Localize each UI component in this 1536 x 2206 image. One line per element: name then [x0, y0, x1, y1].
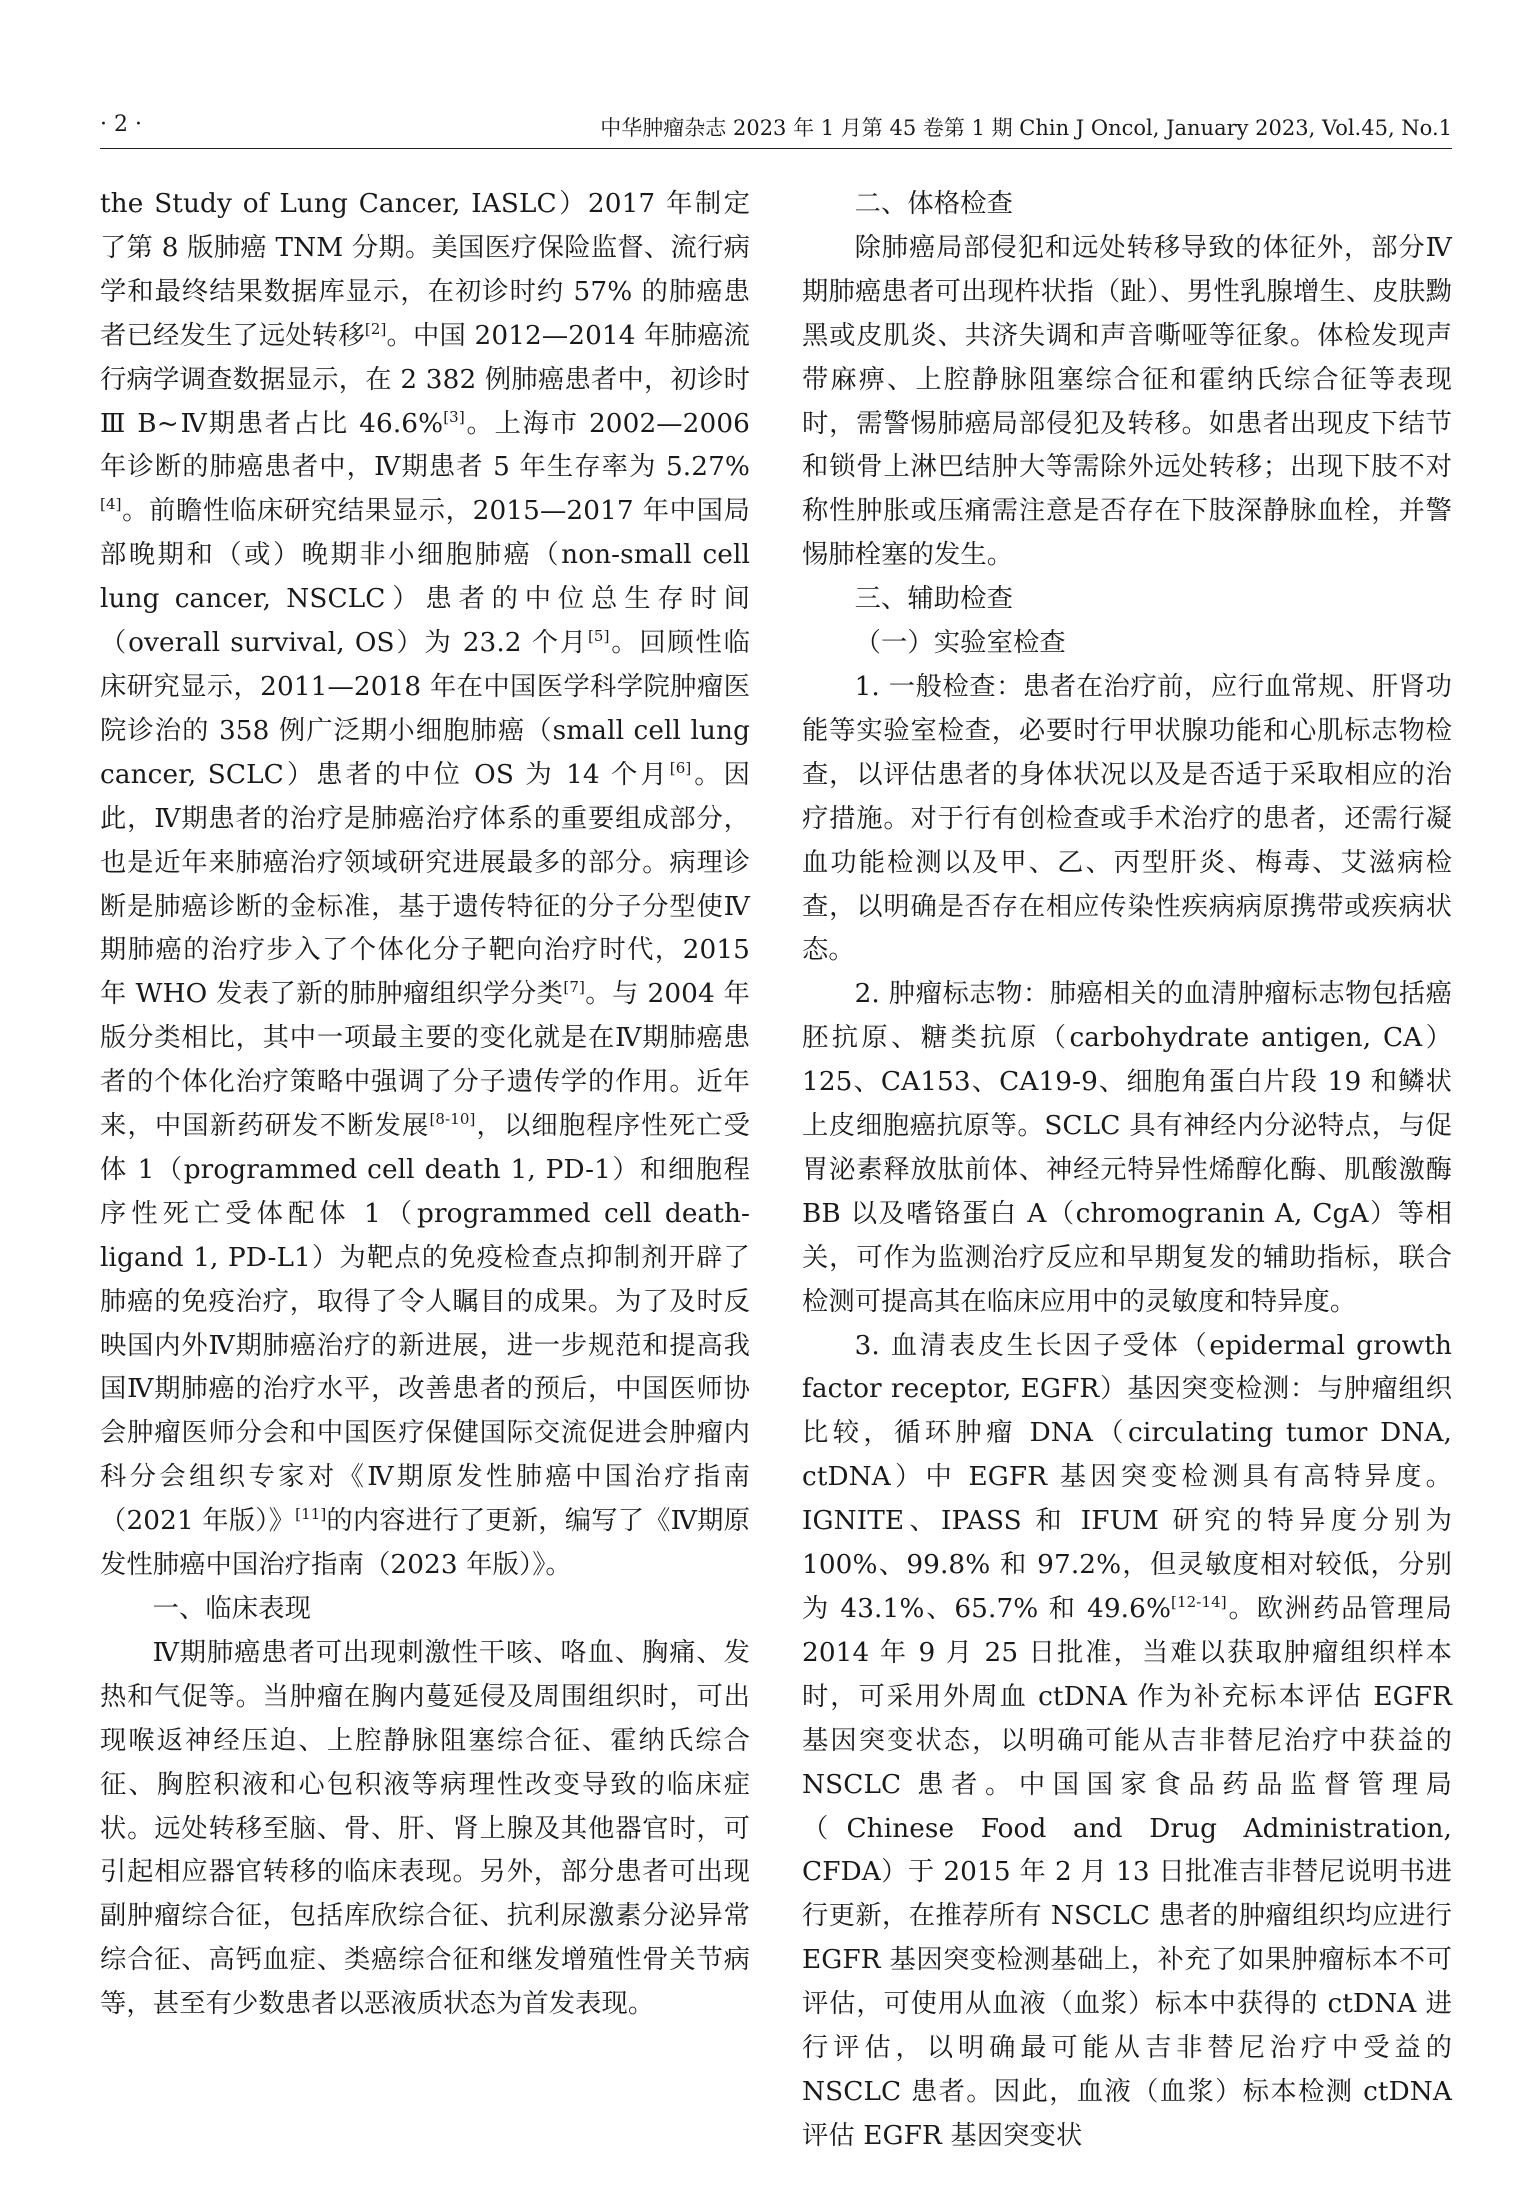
section-heading-physical: 二、体格检查 — [854, 189, 1013, 219]
citation-ref: [3] — [443, 407, 465, 426]
paragraph-tumor-markers: 2. 肿瘤标志物：肺癌相关的血清肿瘤标志物包括癌胚抗原、糖类抗原（carbohydrate antigen, CA）125、CA153、CA19-9、细胞角蛋白片段 19 和鳞状上皮细胞癌抗原等。SCLC 具有神经内分泌特点，与促胃泌素释放肽前体、神经元特异性烯醇化酶、肌酸激酶 BB 以及嗜铬蛋白 A（chromogranin A, CgA）等相关，可作为监测治疗反应和早期复发的辅助指标，联合检测可提高其在临床应用中的灵敏度和特异度。 — [802, 979, 1452, 1317]
section-heading-clinical: 一、临床表现 — [152, 1594, 311, 1624]
paragraph-physical: 除肺癌局部侵犯和远处转移导致的体征外，部分Ⅳ期肺癌患者可出现杵状指（趾）、男性乳腺增生、皮肤黝黑或皮肌炎、共济失调和声音嘶哑等征象。体检发现声带麻痹、上腔静脉阻塞综合征和霍纳氏综合征等表现时，需警惕肺癌局部侵犯及转移。如患者出现皮下结节和锁骨上淋巴结肿大等需除外远处转移；出现下肢不对称性肿胀或压痛需注意是否存在下肢深静脉血栓，并警惕肺栓塞的发生。 — [802, 232, 1452, 571]
right-column — [802, 183, 1452, 2159]
journal-citation: 中华肿瘤杂志 2023 年 1 月第 45 卷第 1 期 Chin J Oncol, January 2023, Vol.45, No.1 — [600, 116, 1452, 140]
left-column — [100, 183, 750, 2027]
citation-ref: [4] — [100, 495, 122, 514]
page-number: · 2 · — [100, 112, 142, 137]
paragraph-introduction: the Study of Lung Cancer, IASLC）2017 年制定了第 8 版肺癌 TNM 分期。美国医疗保险监督、流行病学和最终结果数据库显示，在初诊时约 57% 的肺癌患者已经发生了远处转移[2]。中国 2012—2014 年肺癌流行病学调查数据显示，在 2 382 例肺癌患者中，初诊时Ⅲ B~Ⅳ期患者占比 46.6%[3]。上海市 2002—2006 年诊断的肺癌患者中，Ⅳ期患者 5 年生存率为 5.27%[4]。前瞻性临床研究结果显示，2015—2017 年中国局部晚期和（或）晚期非小细胞肺癌（non-small cell lung cancer, NSCLC）患者的中位总生存时间（overall survival, OS）为 23.2 个月[5]。回顾性临床研究显示，2011—2018 年在中国医学科学院肿瘤医院诊治的 358 例广泛期小细胞肺癌（small cell lung cancer, SCLC）患者的中位 OS 为 14 个月[6]。因此，Ⅳ期患者的治疗是肺癌治疗体系的重要组成部分，也是近年来肺癌治疗领域研究进展最多的部分。病理诊断是肺癌诊断的金标准，基于遗传特征的分子分型使Ⅳ期肺癌的治疗步入了个体化分子靶向治疗时代，2015 年 WHO 发表了新的肺肿瘤组织学分类[7]。与 2004 年版分类相比，其中一项最主要的变化就是在Ⅳ期肺癌患者的个体化治疗策略中强调了分子遗传学的作用。近年来，中国新药研发不断发展[8-10]，以细胞程序性死亡受体 1（programmed cell death 1, PD-1）和细胞程序性死亡受体配体 1（programmed cell death-ligand 1, PD-L1）为靶点的免疫检查点抑制剂开辟了肺癌的免疫治疗，取得了令人瞩目的成果。为了及时反映国内外Ⅳ期肺癌治疗的新进展，进一步规范和提高我国Ⅳ期肺癌的治疗水平，改善患者的预后，中国医师协会肿瘤医师分会和中国医疗保健国际交流促进会肿瘤内科分会组织专家对《Ⅳ期原发性肺癌中国治疗指南（2021 年版）》[11]的内容进行了更新，编写了《Ⅳ期原发性肺癌中国治疗指南（2023 年版）》。 — [100, 189, 751, 1581]
running-header — [100, 108, 1452, 149]
section-heading-auxiliary: 三、辅助检查 — [854, 584, 1013, 615]
citation-ref: [12-14] — [1171, 1593, 1227, 1611]
citation-ref: [11] — [295, 1505, 327, 1524]
citation-ref: [6] — [669, 758, 692, 777]
paragraph-egfr: 3. 血清表皮生长因子受体（epidermal growth factor receptor, EGFR）基因突变检测：与肿瘤组织比较，循环肿瘤 DNA（circulating tumor DNA, ctDNA）中 EGFR 基因突变检测具有高特异度。IGNITE、IPASS 和 IFUM 研究的特异度分别为 100%、99.8% 和 97.2%，但灵敏度相对较低，分别为 43.1%、65.7% 和 49.6%[12-14]。欧洲药品管理局 2014 年 9 月 25 日批准，当难以获取肿瘤组织样本时，可采用外周血 ctDNA 作为补充标本评估 EGFR 基因突变状态，以明确可能从吉非替尼治疗中获益的 NSCLC 患者。中国国家食品药品监督管理局（Chinese Food and Drug Administration, CFDA）于 2015 年 2 月 13 日批准吉非替尼说明书进行更新，在推荐所有 NSCLC 患者的肿瘤组织均应进行 EGFR 基因突变检测基础上，补充了如果肿瘤标本不可评估，可使用从血液（血浆）标本中获得的 ctDNA 进行评估，以明确最可能从吉非替尼治疗中受益的 NSCLC 患者。因此，血液（血浆）标本检测 ctDNA 评估 EGFR 基因突变状 — [802, 1330, 1452, 2151]
citation-ref: [7] — [563, 978, 585, 997]
citation-ref: [2] — [364, 319, 387, 338]
citation-ref: [8-10] — [429, 1110, 476, 1129]
subsection-heading-lab: （一）实验室检查 — [854, 628, 1066, 659]
paragraph-general-exam: 1. 一般检查：患者在治疗前，应行血常规、肝肾功能等实验室检查，必要时行甲状腺功能和心肌标志物检查，以评估患者的身体状况以及是否适于采取相应的治疗措施。对于行有创检查或手术治疗的患者，还需行凝血功能检测以及甲、乙、丙型肝炎、梅毒、艾滋病检查，以明确是否存在相应传染性疾病病原携带或疾病状态。 — [802, 671, 1452, 966]
citation-ref: [5] — [587, 627, 610, 646]
paragraph-clinical: Ⅳ期肺癌患者可出现刺激性干咳、咯血、胸痛、发热和气促等。当肿瘤在胸内蔓延侵及周围组织时，可出现喉返神经压迫、上腔静脉阻塞综合征、霍纳氏综合征、胸腔积液和心包积液等病理性改变导致的临床症状。远处转移至脑、骨、肝、肾上腺及其他器官时，可引起相应器官转移的临床表现。另外，部分患者可出现副肿瘤综合征，包括库欣综合征、抗利尿激素分泌异常综合征、高钙血症、类癌综合征和继发增殖性骨关节病等，甚至有少数患者以恶液质状态为首发表现。 — [100, 1637, 750, 2020]
